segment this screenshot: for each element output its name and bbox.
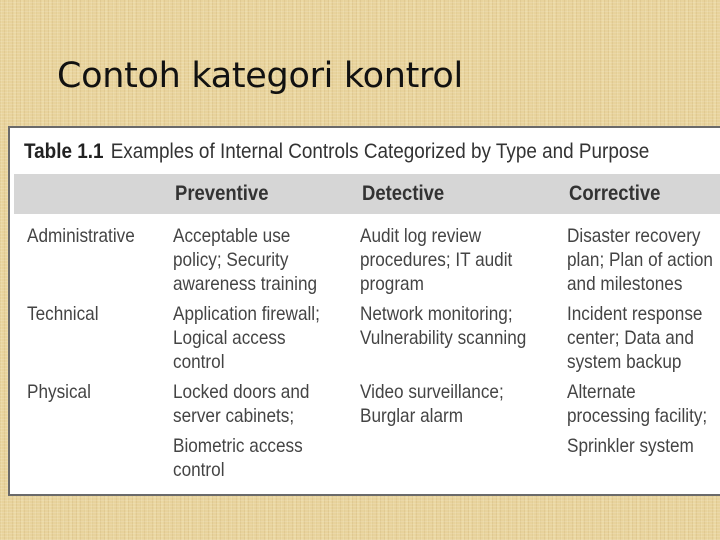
cell-label: Administrative xyxy=(27,225,135,247)
cell-label: Physical xyxy=(27,381,91,403)
header-detective: Detective xyxy=(362,182,445,205)
table-number: Table 1.1 xyxy=(24,140,104,163)
cell-corrective xyxy=(567,380,707,458)
cell-text: Audit log review procedures; IT audit program xyxy=(360,225,513,295)
cell-text: Acceptable use policy; Security awareness training xyxy=(173,225,318,295)
header-preventive: Preventive xyxy=(175,182,269,205)
cell-text: Disaster recovery plan; Plan of action and milestones xyxy=(567,225,713,295)
cell-label: Technical xyxy=(27,303,99,325)
table-caption-text: Examples of Internal Controls Categorized by Type and Purpose xyxy=(110,140,650,163)
header-corrective: Corrective xyxy=(569,182,661,205)
cell-detective xyxy=(360,380,504,428)
cell-text: Incident response center; Data and system backup xyxy=(567,303,703,373)
cell-text: Sprinkler system xyxy=(567,435,694,457)
cell-preventive xyxy=(173,224,317,296)
cell-detective xyxy=(360,302,526,350)
cell-text: Network monitoring; Vulnerability scanning xyxy=(360,303,527,349)
cell-corrective xyxy=(567,224,713,296)
cell-preventive xyxy=(173,302,320,374)
cell-text: Biometric access control xyxy=(173,435,303,481)
table-caption xyxy=(24,140,649,164)
table-header-row xyxy=(14,174,720,214)
cell-preventive xyxy=(173,380,309,482)
cell-detective xyxy=(360,224,512,296)
cell-text: Application firewall; Logical access control xyxy=(173,303,320,373)
cell-text: Locked doors and server cabinets; xyxy=(173,381,310,427)
table-image xyxy=(8,126,720,496)
cell-text: Alternate processing facility; xyxy=(567,381,708,427)
slide-title: Contoh kategori kontrol xyxy=(57,56,463,96)
cell-corrective xyxy=(567,302,702,374)
cell-text: Video surveillance; Burglar alarm xyxy=(360,381,504,427)
